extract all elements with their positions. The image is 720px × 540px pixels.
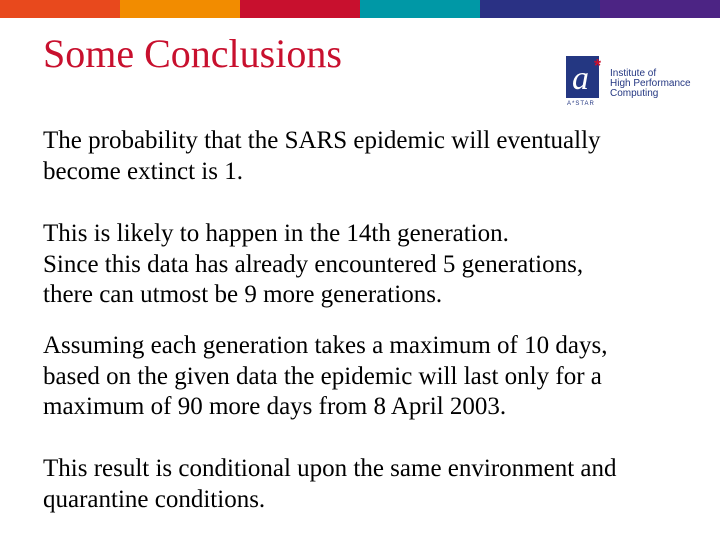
paragraph-duration — [43, 331, 607, 423]
color-bar-segment — [0, 0, 120, 18]
paragraph-line: based on the given data the epidemic will last only for a — [43, 362, 602, 390]
color-bar-segment — [240, 0, 360, 18]
logo-text-line: High Performance — [610, 78, 691, 89]
paragraph-line: The probability that the SARS epidemic will eventually — [43, 127, 601, 154]
astar-logo-icon — [566, 56, 612, 106]
slide-title: Some Conclusions — [43, 31, 342, 76]
paragraph-line: become extinct is 1. — [43, 157, 243, 185]
paragraph-line: there can utmost be 9 more generations. — [43, 281, 443, 308]
paragraph-line: This is likely to happen in the 14th generation. — [43, 220, 509, 247]
logo-text-line: Computing — [610, 88, 659, 99]
logo-text — [610, 69, 691, 99]
paragraph-line: This result is conditional upon the same environment and — [43, 455, 617, 482]
svg-text:*: * — [594, 56, 602, 76]
paragraph-line: quarantine conditions. — [43, 485, 266, 513]
color-bar-segment — [360, 0, 480, 18]
ihpc-logo — [566, 56, 691, 106]
paragraph-line: Since this data has already encountered 5 generations, — [43, 250, 584, 278]
svg-text:a: a — [572, 60, 589, 97]
top-color-bar — [0, 0, 720, 18]
color-bar-segment — [600, 0, 720, 18]
svg-text:A*STAR: A*STAR — [567, 101, 595, 106]
paragraph-line: maximum of 90 more days from 8 April 2003. — [43, 393, 507, 420]
color-bar-segment — [480, 0, 600, 18]
paragraph-line: Assuming each generation takes a maximum of 10 days, — [43, 332, 608, 359]
logo-text-line: Institute of — [610, 68, 657, 79]
paragraph-generations — [43, 219, 583, 311]
color-bar-segment — [120, 0, 240, 18]
paragraph-conditions — [43, 454, 617, 515]
paragraph-extinction-probability — [43, 126, 601, 187]
